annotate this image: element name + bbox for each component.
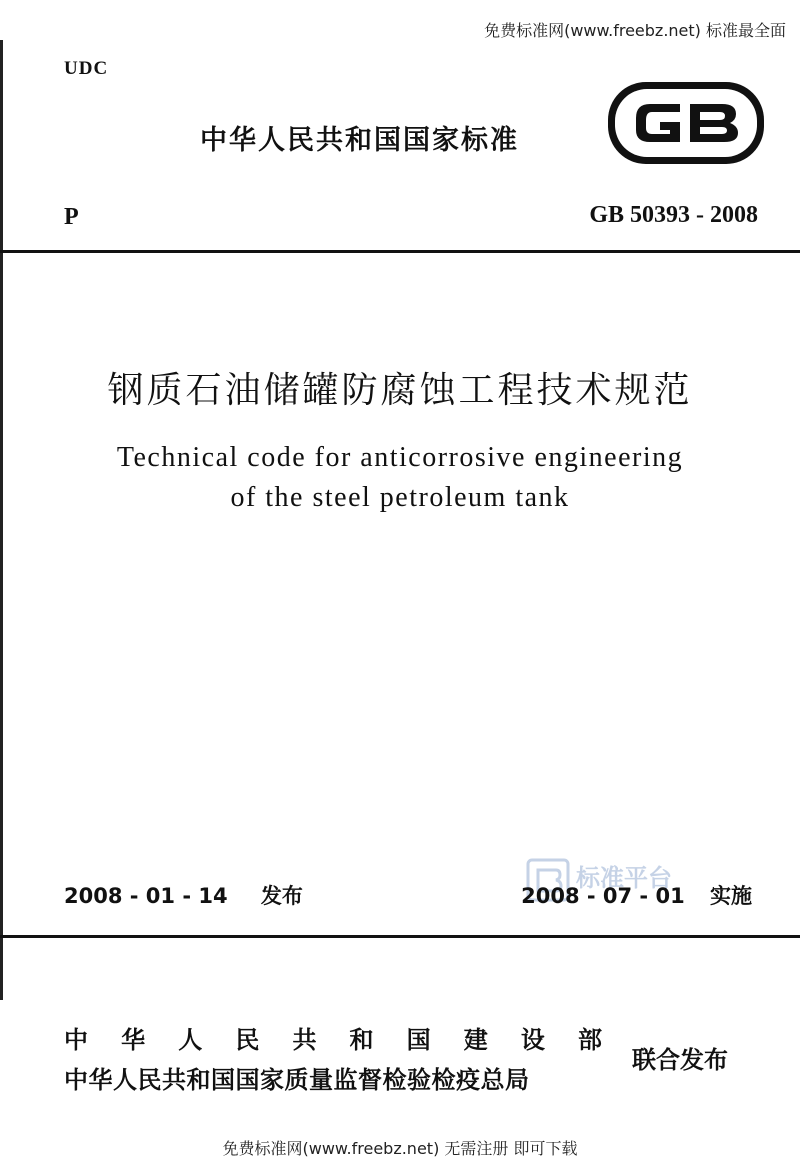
implement-date: 2008 - 07 - 01 bbox=[521, 884, 685, 908]
title-english-line-1: Technical code for anticorrosive engineering bbox=[116, 442, 684, 473]
title-english bbox=[0, 438, 800, 518]
category-code: P bbox=[64, 204, 79, 230]
watermark-text: 标准平台 bbox=[576, 864, 672, 892]
standard-number: GB 50393 - 2008 bbox=[589, 202, 758, 228]
issuer-char: 设 bbox=[520, 1026, 545, 1054]
issuer-ministry-construction bbox=[64, 1020, 602, 1055]
gb-logo bbox=[606, 80, 766, 166]
issuer-char: 部 bbox=[577, 1026, 602, 1054]
issuer-char: 人 bbox=[178, 1026, 203, 1054]
issue-date-block bbox=[64, 880, 303, 910]
udc-label: UDC bbox=[64, 58, 109, 79]
footer-note: 免费标准网(www.freebz.net) 无需注册 即可下载 bbox=[222, 1139, 578, 1158]
issuer-char: 华 bbox=[121, 1026, 146, 1054]
issuer-char: 民 bbox=[235, 1026, 260, 1054]
national-standard-heading: 中华人民共和国国家标准 bbox=[200, 125, 519, 156]
issuer-char: 国 bbox=[406, 1026, 431, 1054]
issue-label: 发布 bbox=[260, 884, 303, 908]
issuer-char: 建 bbox=[463, 1026, 488, 1054]
issue-date: 2008 - 01 - 14 bbox=[64, 884, 228, 908]
issuer-aqsiq: 中华人民共和国国家质量监督检验检疫总局 bbox=[64, 1066, 530, 1094]
top-divider bbox=[0, 250, 800, 253]
bottom-divider bbox=[0, 935, 800, 938]
issuer-char: 共 bbox=[292, 1026, 317, 1054]
implement-date-block bbox=[521, 880, 752, 910]
issuer-char: 和 bbox=[349, 1026, 374, 1054]
title-chinese: 钢质石油储罐防腐蚀工程技术规范 bbox=[107, 370, 693, 411]
issuer-char: 中 bbox=[64, 1026, 88, 1054]
joint-issue-label: 联合发布 bbox=[632, 1046, 728, 1074]
header-note: 免费标准网(www.freebz.net) 标准最全面 bbox=[484, 21, 786, 40]
implement-label: 实施 bbox=[710, 884, 752, 908]
scan-edge bbox=[0, 40, 3, 1000]
title-english-line-2: of the steel petroleum tank bbox=[230, 482, 570, 513]
